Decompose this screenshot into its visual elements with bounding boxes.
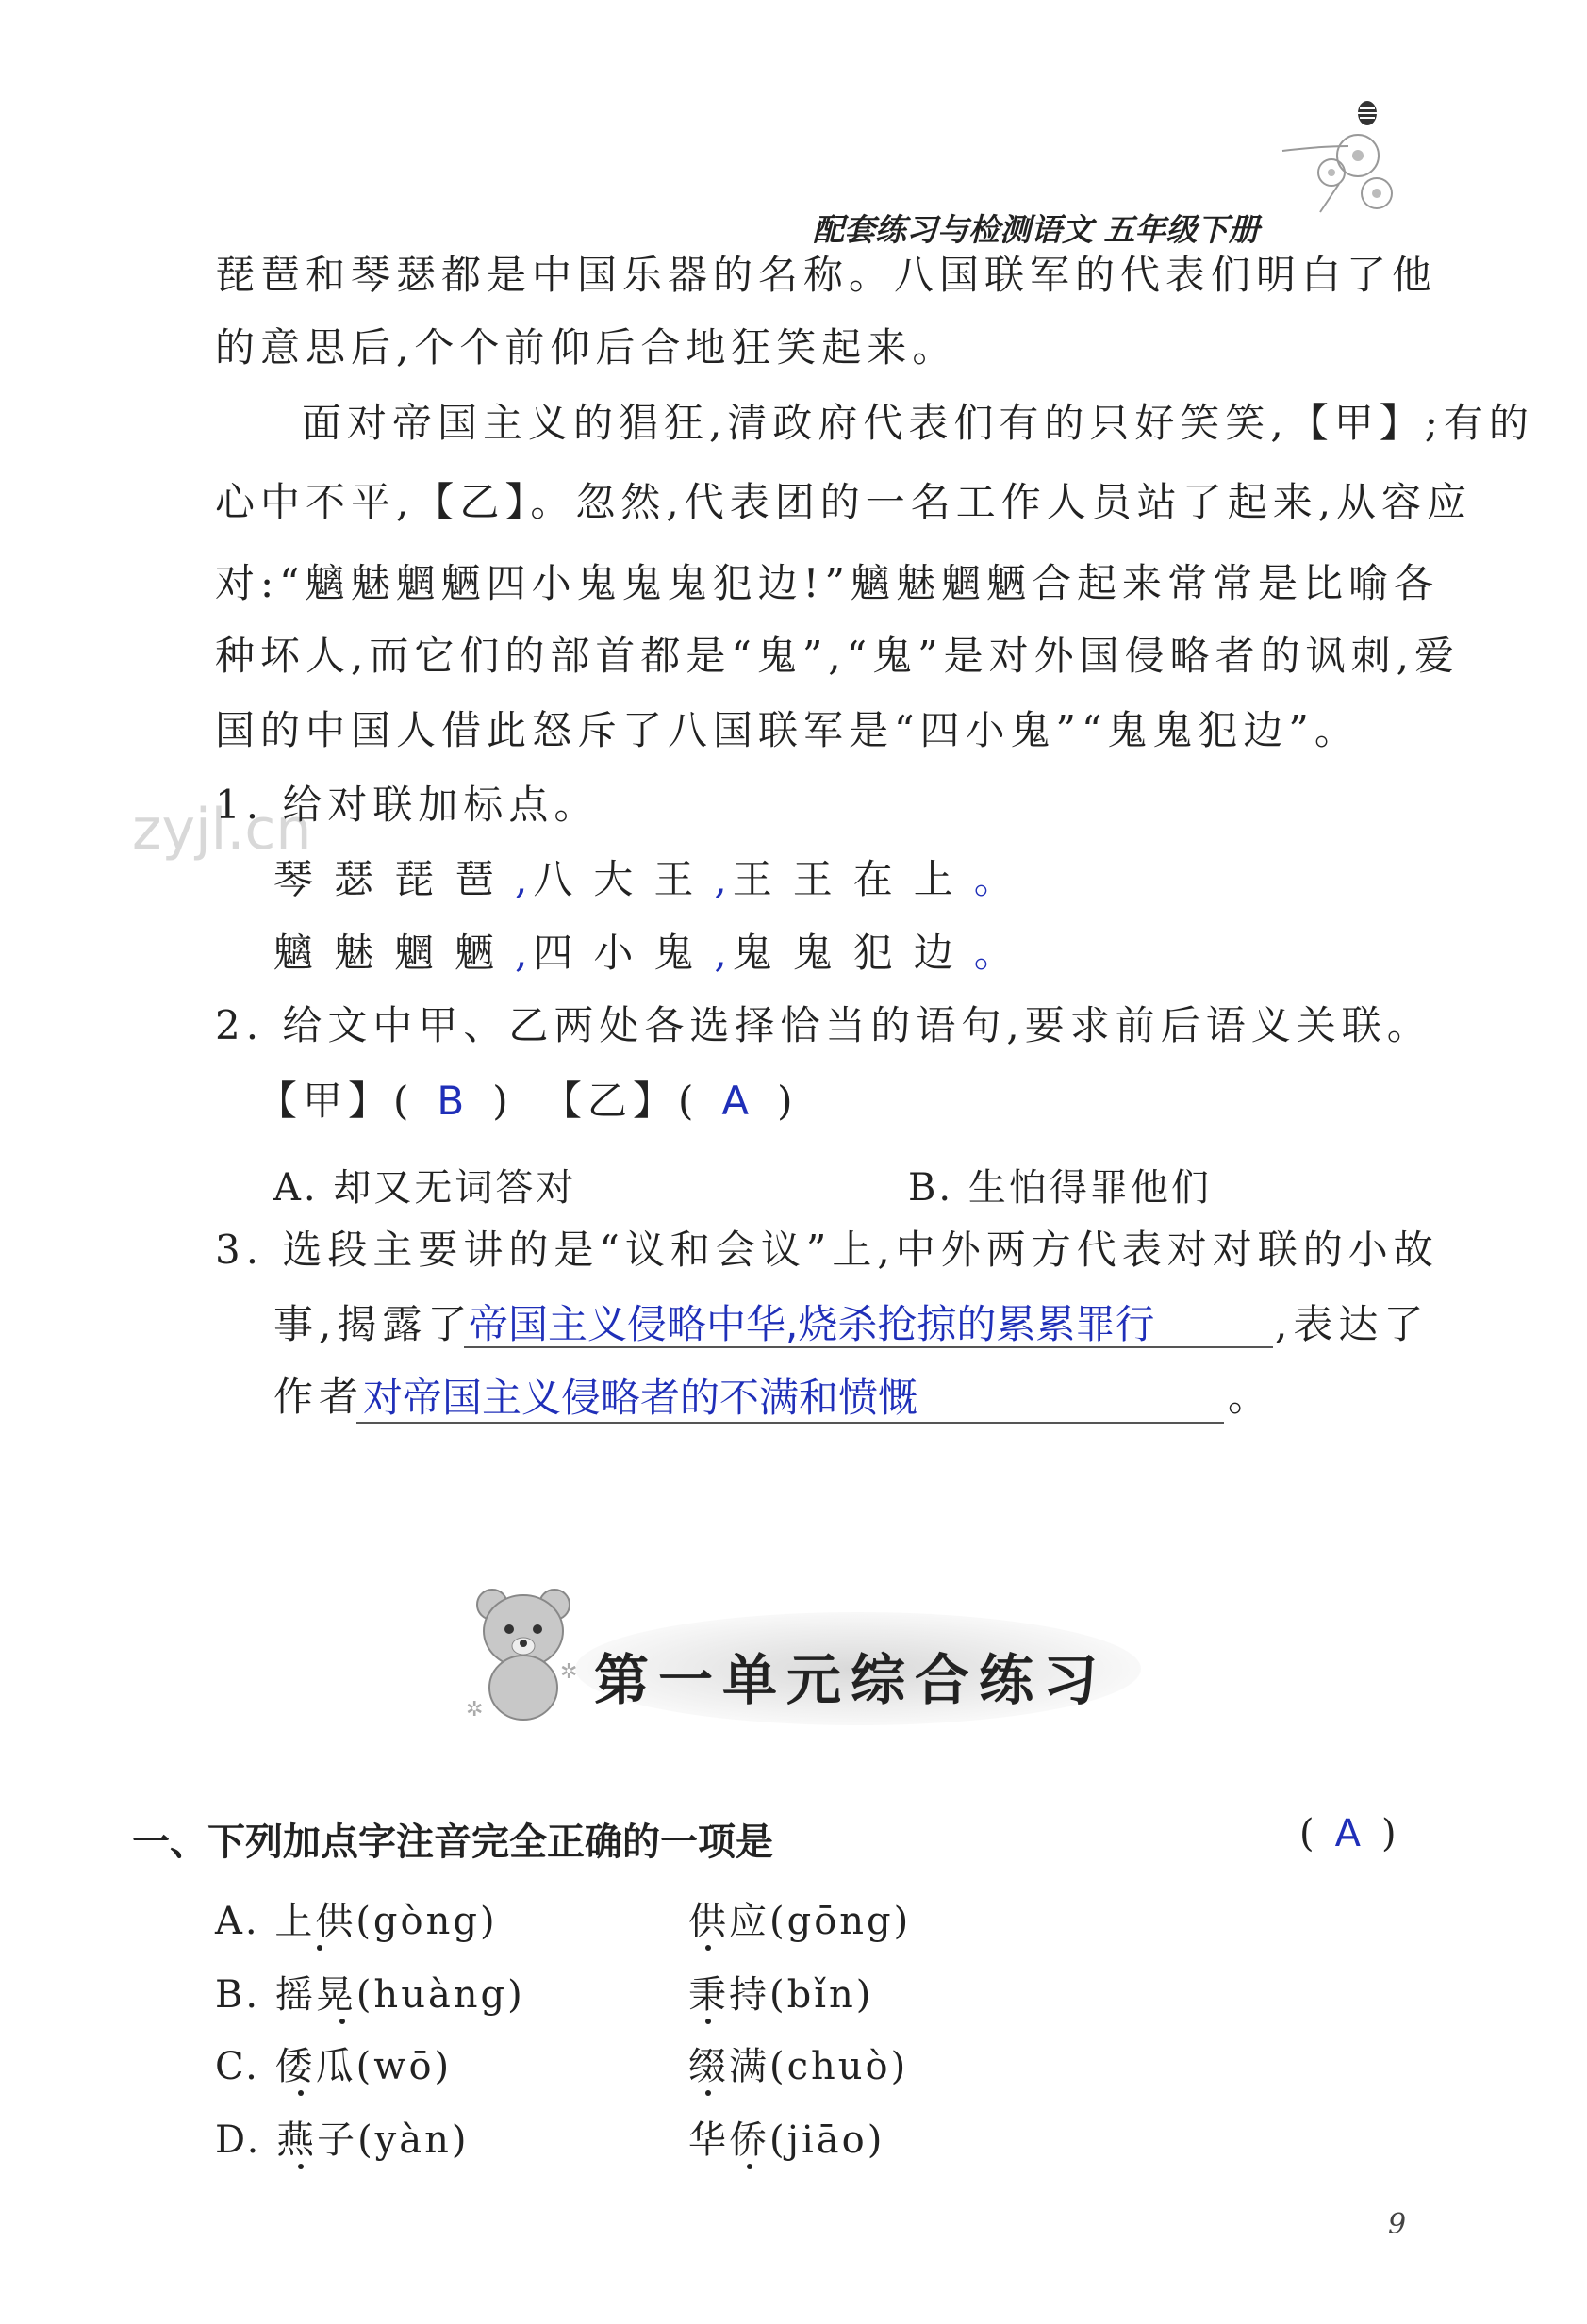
passage-line-2: 的意思后,个个前仰后合地狂笑起来。	[215, 324, 958, 371]
passage-line-5: 对:“魑魅魍魉四小鬼鬼鬼犯边!”魑魅魍魉合起来常常是比喻各	[215, 560, 1439, 606]
q1-line1-comma-2: ,	[714, 856, 733, 902]
section-1-answer-paren	[1299, 1812, 1397, 1855]
svg-text:✲: ✲	[466, 1698, 484, 1722]
option-c-right-emphasis-dot	[705, 2090, 711, 2096]
option-b-left: B. 摇晃(huàng)	[215, 1973, 525, 2017]
q1-couplet-line-1	[273, 856, 1019, 902]
page-number: 9	[1388, 2208, 1407, 2241]
option-b-left-emphasis-dot	[339, 2019, 345, 2024]
section-1-title: 一、下列加点字注音完全正确的一项是	[132, 1821, 773, 1864]
q2-yi-label: 【乙】(	[542, 1078, 700, 1124]
option-b-right-emphasis-dot	[705, 2019, 711, 2024]
q2-label: 2. 给文中甲、乙两处各选择恰当的语句,要求前后语义关联。	[215, 1002, 1432, 1048]
option-c-left: C. 倭瓜(wō)	[215, 2045, 453, 2088]
passage-line-4: 心中不平,【乙】。忽然,代表团的一名工作人员站了起来,从容应	[215, 479, 1473, 525]
q3-answer-1: 帝国主义侵略中华,烧杀抢掠的累累罪行	[469, 1301, 1155, 1347]
option-a-right: 供应(gōng)	[688, 1900, 912, 1943]
teddy-bear-icon	[462, 1574, 585, 1725]
option-d-left: D. 燕子(yàn)	[215, 2118, 470, 2162]
q3-line-2-suffix: ,表达了	[1275, 1301, 1430, 1347]
q1-label: 1. 给对联加标点。	[215, 782, 600, 828]
q1-line2-part-b: 四小鬼	[533, 930, 715, 976]
q3-answer-2: 对帝国主义侵略者的不满和愤慨	[363, 1375, 918, 1421]
option-d-right: 华侨(jiāo)	[688, 2118, 885, 2162]
option-a-left: A. 上供(gòng)	[215, 1900, 498, 1943]
q1-line1-period: 。	[973, 856, 1019, 902]
watermark: zyjl.cn	[132, 797, 312, 863]
option-a-right-emphasis-dot	[705, 1945, 711, 1951]
option-d-right-emphasis-dot	[747, 2164, 752, 2169]
q1-line2-period: 。	[973, 930, 1019, 976]
passage-line-6: 种坏人,而它们的部首都是“鬼”,“鬼”是对外国侵略者的讽刺,爱	[215, 633, 1460, 679]
q2-jia-close: )	[492, 1078, 514, 1124]
option-b-right: 秉持(bǐn)	[688, 1973, 874, 2017]
q1-line2-comma-2: ,	[714, 930, 733, 976]
section-1-answer: A	[1334, 1812, 1361, 1855]
option-c-left-emphasis-dot	[298, 2090, 304, 2096]
q2-option-b: B. 生怕得罪他们	[908, 1166, 1212, 1210]
q2-yi-row	[542, 1078, 799, 1124]
q2-option-a: A. 却又无词答对	[273, 1166, 577, 1210]
q3-line-1: 3. 选段主要讲的是“议和会议”上,中外两方代表对对联的小故	[215, 1227, 1439, 1273]
unit-title: 第一单元综合练习	[594, 1648, 1108, 1712]
q3-line-2-prefix: 事,揭露了	[273, 1301, 473, 1347]
q1-line2-part-c: 鬼鬼犯边	[732, 930, 974, 976]
q1-line2-part-a: 魑魅魍魉	[273, 930, 516, 976]
q1-couplet-line-2	[273, 930, 1019, 976]
q2-yi-answer: A	[721, 1078, 755, 1124]
q1-line1-comma-1: ,	[515, 856, 534, 902]
passage-line-1: 琵琶和琴瑟都是中国乐器的名称。八国联军的代表们明白了他	[215, 252, 1438, 298]
header-title: 配套练习与检测语文 五年级下册	[813, 211, 1260, 248]
q2-jia-row	[257, 1078, 514, 1124]
q3-line-3-prefix: 作者	[273, 1374, 365, 1420]
q3-line-3-suffix: 。	[1228, 1374, 1274, 1420]
option-c-right: 缀满(chuò)	[688, 2045, 909, 2088]
q2-yi-close: )	[777, 1078, 799, 1124]
section-1-paren-close: )	[1380, 1812, 1397, 1855]
option-d-left-emphasis-dot	[298, 2164, 304, 2169]
q1-line1-part-c: 王王在上	[732, 856, 974, 902]
q2-jia-answer: B	[437, 1078, 471, 1124]
q1-line2-comma-1: ,	[515, 930, 534, 976]
section-1-paren-open: (	[1299, 1812, 1314, 1855]
passage-line-7: 国的中国人借此怒斥了八国联军是“四小鬼”“鬼鬼犯边”。	[215, 707, 1360, 753]
q1-line1-part-b: 八大王	[533, 856, 715, 902]
q1-line1-part-a: 琴瑟琵琶	[273, 856, 516, 902]
passage-line-3: 面对帝国主义的猖狂,清政府代表们有的只好笑笑,【甲】;有的	[302, 400, 1534, 446]
q2-jia-label: 【甲】(	[257, 1078, 415, 1124]
option-a-left-emphasis-dot	[317, 1945, 322, 1951]
svg-text:✲: ✲	[560, 1660, 578, 1684]
